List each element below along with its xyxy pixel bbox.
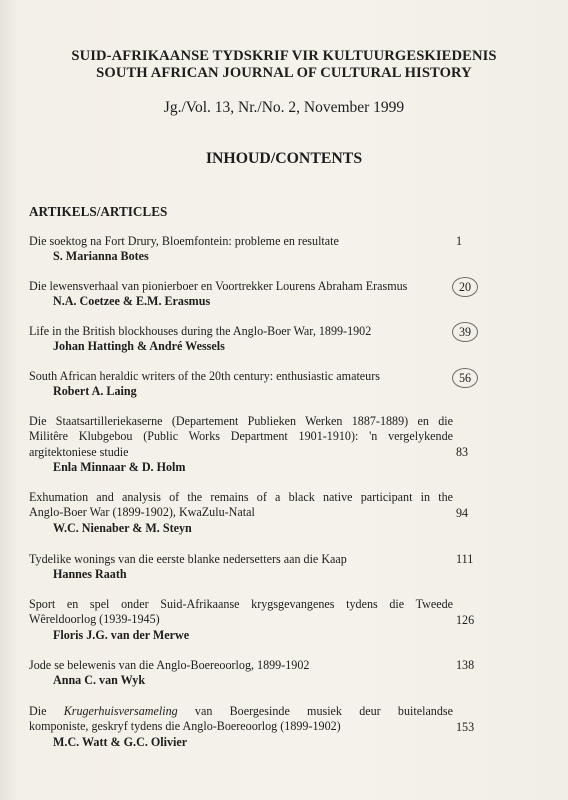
journal-title-english: SOUTH AFRICAN JOURNAL OF CULTURAL HISTORY [96, 65, 472, 81]
toc-entry [29, 234, 453, 265]
entry-title-line: Die Staatsartilleriekaserne (Departement Publieken Werken 1887-1889) en die [29, 414, 453, 428]
entry-page-number: 153 [456, 720, 475, 734]
entry-page-number: 138 [456, 658, 475, 672]
entry-title-line: Jode se belewenis van die Anglo-Boereoorlog, 1899-1902 [29, 658, 310, 672]
entry-authors: Floris J.G. van der Merwe [53, 627, 190, 642]
entry-authors: Enla Minnaar & D. Holm [53, 460, 186, 475]
entry-authors: W.C. Nienaber & M. Steyn [53, 520, 192, 535]
entry-title-line: Wêreldoorlog (1939-1945) [29, 612, 160, 627]
entry-title-line: Exhumation and analysis of the remains of a black native participant in the [29, 490, 453, 504]
entry-page-number: 94 [456, 506, 469, 520]
toc-entry [29, 658, 453, 689]
issue-line: Jg./Vol. 13, Nr./No. 2, November 1999 [163, 99, 405, 116]
entry-title-line: Tydelike wonings van die eerste blanke nedersetters aan die Kaap [29, 552, 347, 566]
toc-entry [29, 704, 453, 750]
entry-title-line: Die soektog na Fort Drury, Bloemfontein: probleme en resultate [29, 234, 339, 248]
entry-title-line: Anglo-Boer War (1899-1902), KwaZulu-Natal [29, 505, 255, 520]
entry-page-number: 83 [456, 445, 469, 459]
entry-title-line: Militêre Klubgebou (Public Works Department 1901-1910): 'n vergelykende [29, 429, 453, 444]
entry-page-number: 126 [456, 613, 475, 627]
entry-title-line: Sport en spel onder Suid-Afrikaanse krygsgevangenes tydens die Tweede [29, 597, 453, 611]
toc-entry [29, 369, 453, 400]
entry-title-line: Die Krugerhuisversameling van Boergesinde musiek deur buitelandse [29, 704, 453, 718]
journal-title-afrikaans: SUID-AFRIKAANSE TYDSKRIF VIR KULTUURGESKIEDENIS [71, 48, 497, 64]
entry-title-line: South African heraldic writers of the 20th century: enthusiastic amateurs [29, 369, 380, 383]
entry-page-number: 39 [452, 322, 478, 342]
toc-entry [29, 414, 453, 476]
entry-authors: Johan Hattingh & André Wessels [53, 339, 225, 354]
entry-authors: S. Marianna Botes [53, 249, 149, 264]
toc-entry [29, 552, 453, 583]
entry-authors: N.A. Coetzee & E.M. Erasmus [53, 294, 211, 309]
entry-page-number: 1 [456, 234, 463, 248]
entry-page-number: 111 [456, 552, 474, 566]
entry-title-line: Die lewensverhaal van pionierboer en Voortrekker Lourens Abraham Erasmus [29, 279, 408, 293]
entry-title-italic: Krugerhuisversameling [63, 704, 178, 718]
toc-entry [29, 324, 453, 355]
entry-authors: Anna C. van Wyk [53, 673, 146, 688]
entry-page-number: 56 [452, 368, 478, 388]
section-heading: ARTIKELS/ARTICLES [29, 204, 168, 219]
contents-heading: INHOUD/CONTENTS [205, 150, 363, 167]
toc-entry [29, 279, 453, 310]
entry-authors: Hannes Raath [53, 567, 127, 582]
entry-page-number: 20 [452, 277, 478, 297]
entry-title-line: argitektoniese studie [29, 444, 129, 459]
entry-title-line: komponiste, geskryf tydens die Anglo-Boereoorlog (1899-1902) [29, 719, 341, 734]
toc-entry [29, 597, 453, 643]
toc-entry [29, 490, 453, 536]
entry-authors: Robert A. Laing [53, 384, 137, 399]
entry-title-line: Life in the British blockhouses during the Anglo-Boer War, 1899-1902 [29, 324, 372, 338]
entry-authors: M.C. Watt & G.C. Olivier [53, 734, 188, 749]
